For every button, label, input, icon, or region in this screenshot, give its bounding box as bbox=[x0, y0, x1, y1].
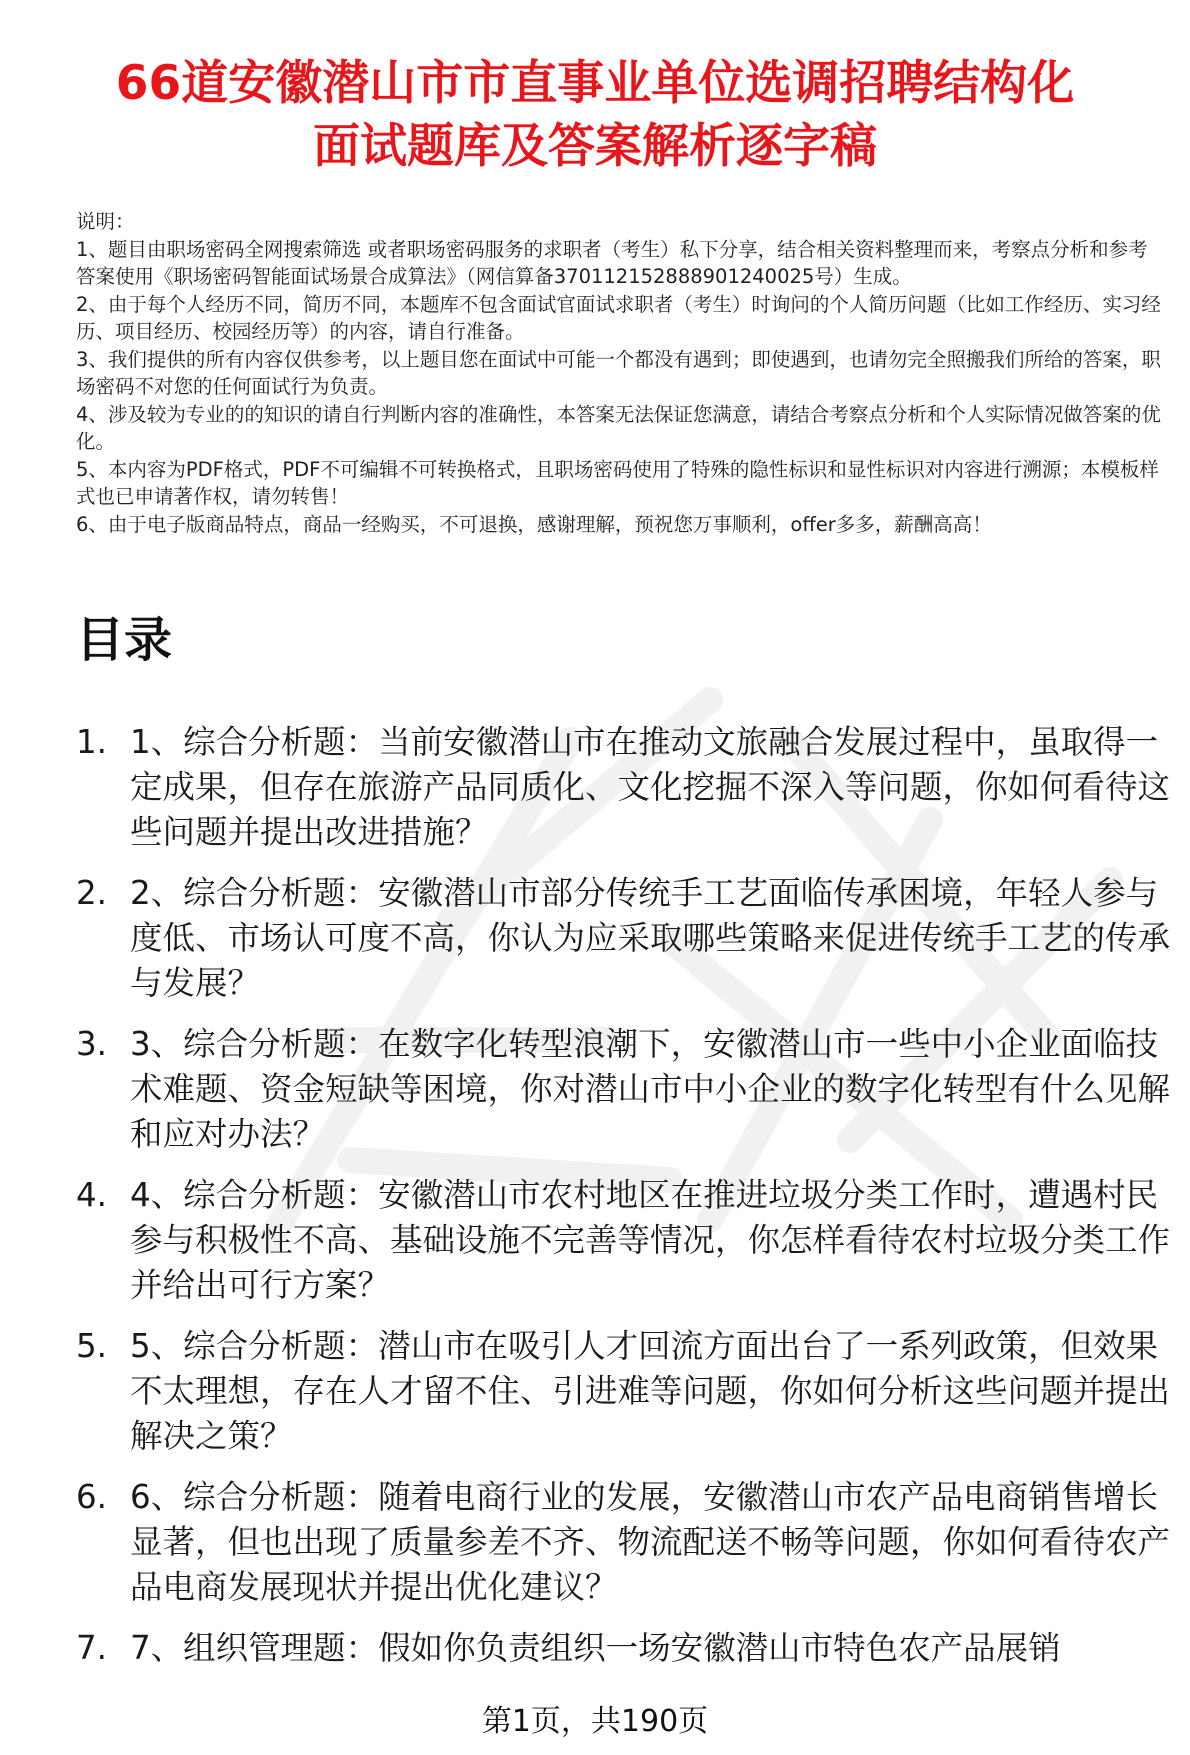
toc-item-number: 7. bbox=[76, 1629, 108, 1667]
toc-item-number: 4. bbox=[76, 1176, 108, 1214]
toc-item-text: 1、综合分析题：当前安徽潜山市在推动文旅融合发展过程中，虽取得一定成果，但存在旅游产品同质化、文化挖掘不深入等问题，你如何看待这些问题并提出改进措施？ bbox=[130, 723, 1171, 851]
toc-item-text: 7、组织管理题：假如你负责组织一场安徽潜山市特色农产品展销 bbox=[130, 1629, 1061, 1667]
toc-item-text: 4、综合分析题：安徽潜山市农村地区在推进垃圾分类工作时，遭遇村民参与积极性不高、基础设施不完善等情况，你怎样看待农村垃圾分类工作并给出可行方案？ bbox=[130, 1176, 1171, 1304]
toc-item[interactable] bbox=[76, 1022, 1176, 1157]
note-item: 3、我们提供的所有内容仅供参考，以上题目您在面试中可能一个都没有遇到；即使遇到，也请勿完全照搬我们所给的答案，职场密码不对您的任何面试行为负责。 bbox=[76, 347, 1161, 398]
title-line-2: 面试题库及答案解析逐字稿 bbox=[313, 119, 877, 174]
toc-item-number: 5. bbox=[76, 1327, 108, 1365]
toc-item-number: 6. bbox=[76, 1478, 108, 1516]
toc-item[interactable] bbox=[76, 720, 1176, 855]
toc-item-text: 6、综合分析题：随着电商行业的发展，安徽潜山市农产品电商销售增长显著，但也出现了质量参差不齐、物流配送不畅等问题，你如何看待农产品电商发展现状并提出优化建议？ bbox=[130, 1478, 1171, 1606]
title-line-1: 66道安徽潜山市市直事业单位选调招聘结构化 bbox=[115, 56, 1075, 111]
page-footer: 第1页，共190页 bbox=[481, 1704, 709, 1739]
toc-item[interactable] bbox=[76, 1173, 1176, 1308]
toc-item-number: 1. bbox=[76, 723, 108, 761]
note-item: 4、涉及较为专业的的知识的请自行判断内容的准确性，本答案无法保证您满意，请结合考察点分析和个人实际情况做答案的优化。 bbox=[76, 402, 1161, 453]
toc-item[interactable] bbox=[76, 1626, 1176, 1671]
toc-item-number: 2. bbox=[76, 874, 108, 912]
toc-item[interactable] bbox=[76, 871, 1176, 1006]
toc-item[interactable] bbox=[76, 1475, 1176, 1610]
toc-list bbox=[76, 720, 1176, 1687]
document-title bbox=[60, 52, 1130, 178]
toc-item-text: 2、综合分析题：安徽潜山市部分传统手工艺面临传承困境，年轻人参与度低、市场认可度不高，你认为应采取哪些策略来促进传统手工艺的传承与发展？ bbox=[130, 874, 1171, 1002]
toc-item-text: 3、综合分析题：在数字化转型浪潮下，安徽潜山市一些中小企业面临技术难题、资金短缺等困境，你对潜山市中小企业的数字化转型有什么见解和应对办法？ bbox=[130, 1025, 1171, 1153]
notes-heading: 说明： bbox=[76, 210, 135, 233]
toc-heading: 目录 bbox=[76, 612, 173, 668]
toc-item-number: 3. bbox=[76, 1025, 108, 1063]
note-item: 6、由于电子版商品特点，商品一经购买，不可退换，感谢理解，预祝您万事顺利，offer多多，薪酬高高！ bbox=[76, 512, 992, 536]
toc-item-text: 5、综合分析题：潜山市在吸引人才回流方面出台了一系列政策，但效果不太理想，存在人才留不住、引进难等问题，你如何分析这些问题并提出解决之策？ bbox=[130, 1327, 1171, 1455]
note-item: 1、题目由职场密码全网搜索筛选 或者职场密码服务的求职者（考生）私下分享，结合相关资料整理而来，考察点分析和参考答案使用《职场密码智能面试场景合成算法》（网信算备370112152888901240025号）生成。 bbox=[76, 237, 1148, 288]
toc-item[interactable] bbox=[76, 1324, 1176, 1459]
note-item: 2、由于每个人经历不同，简历不同，本题库不包含面试官面试求职者（考生）时询问的个人简历问题（比如工作经历、实习经历、项目经历、校园经历等）的内容，请自行准备。 bbox=[76, 292, 1161, 343]
note-item: 5、本内容为PDF格式，PDF不可编辑不可转换格式，且职场密码使用了特殊的隐性标识和显性标识对内容进行溯源；本模板样式也已申请著作权，请勿转售！ bbox=[76, 457, 1159, 508]
notes-section bbox=[76, 208, 1166, 538]
